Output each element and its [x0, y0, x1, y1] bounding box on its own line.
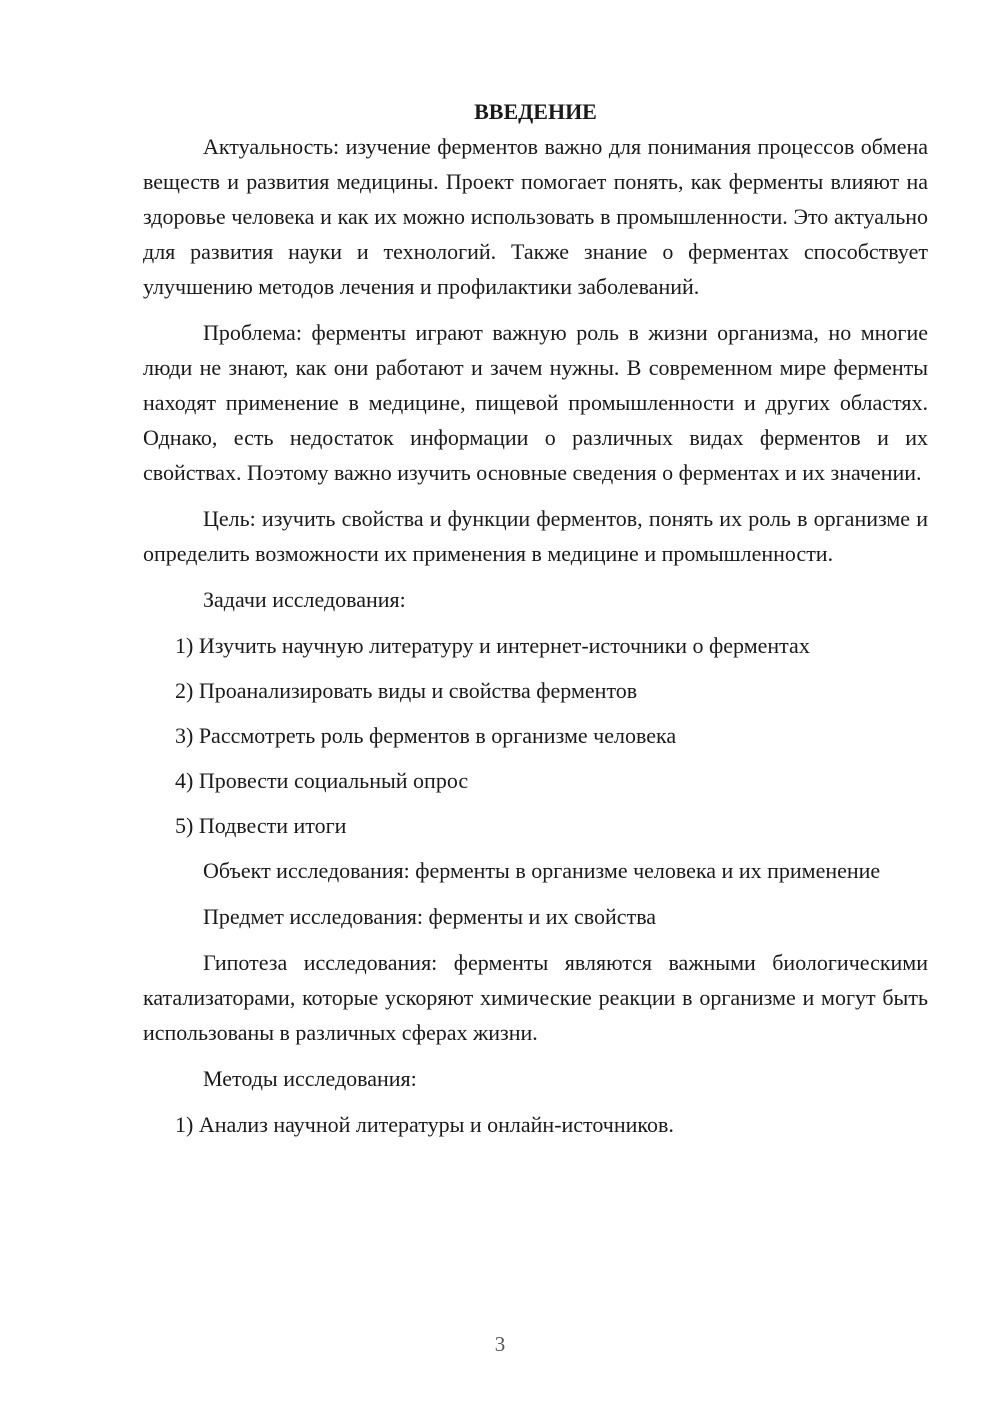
- list-item: 5) Подвести итоги: [175, 813, 347, 838]
- page-number: 3: [494, 1332, 506, 1356]
- paragraph-relevance: Актуальность: изучение ферментов важно для понимания процессов обмена веществ и развития медицины. Проект помогает понять, как ферменты влияют на здоровье человека и как их можно использовать в промышленности. Это актуально для развития науки и технологий. Также знание о ферментах способствует улучшению методов лечения и профилактики заболеваний.: [143, 134, 928, 299]
- list-item: 2) Проанализировать виды и свойства ферментов: [175, 678, 638, 703]
- paragraph-subject: Предмет исследования: ферменты и их свойства: [203, 904, 657, 929]
- paragraph-problem: Проблема: ферменты играют важную роль в жизни организма, но многие люди не знают, как они работают и зачем нужны. В современном мире ферменты находят применение в медицине, пищевой промышленности и других областях. Однако, есть недостаток информации о различных видах ферментов и их свойствах. Поэтому важно изучить основные сведения о ферментах и их значении.: [143, 320, 928, 485]
- document-page: [143, 94, 928, 1152]
- paragraph-hypothesis: Гипотеза исследования: ферменты являются важными биологическими катализаторами, которые ускоряют химические реакции в организме и могут быть использованы в различных сферах жизни.: [143, 950, 928, 1045]
- methods-list: [143, 1107, 928, 1142]
- tasks-list: [143, 628, 928, 843]
- list-item: 4) Провести социальный опрос: [175, 768, 469, 793]
- list-item: 1) Анализ научной литературы и онлайн-источников.: [175, 1112, 674, 1137]
- tasks-heading: Задачи исследования:: [203, 587, 406, 612]
- paragraph-object: Объект исследования: ферменты в организме человека и их применение: [203, 858, 881, 883]
- section-heading: ВВЕДЕНИЕ: [474, 99, 597, 124]
- list-item: 3) Рассмотреть роль ферментов в организме человека: [175, 723, 677, 748]
- paragraph-goal: Цель: изучить свойства и функции ферментов, понять их роль в организме и определить возможности их применения в медицине и промышленности.: [143, 506, 928, 566]
- list-item: 1) Изучить научную литературу и интернет-источники о ферментах: [175, 633, 810, 658]
- methods-heading: Методы исследования:: [203, 1066, 417, 1091]
